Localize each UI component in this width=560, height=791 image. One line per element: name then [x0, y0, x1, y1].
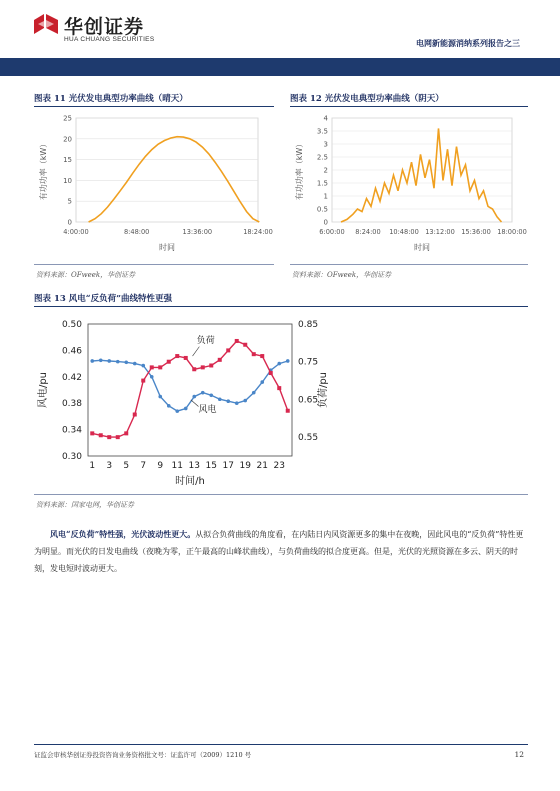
x-tick-label: 18:00:00	[497, 228, 527, 236]
wind-point	[218, 397, 222, 401]
y-tick-label: 4	[323, 114, 328, 123]
figure-12-bottom-rule	[290, 264, 528, 265]
figure-13-bottom-rule	[34, 494, 528, 495]
y-axis-label: 有功功率（kW）	[295, 139, 304, 201]
load-point	[133, 413, 137, 417]
x-tick-label: 8:24:00	[355, 228, 381, 236]
power-line	[89, 137, 260, 222]
logo-text: 华创证券	[64, 16, 145, 38]
footer-license: 证监会审核华创证券投资咨询业务资格批文号：证监许可（2009）1210 号	[34, 751, 252, 759]
footer-rule	[34, 744, 528, 745]
y-tick-label: 1	[323, 192, 328, 201]
x-axis-label: 时间/h	[175, 476, 205, 487]
wind-point	[235, 401, 239, 405]
y-right-tick-label: 0.75	[298, 357, 319, 368]
report-series-title: 电网新能源消纳系列报告之三	[416, 38, 520, 48]
x-tick-label: 19	[239, 461, 251, 471]
y-axis-label: 有功功率（kW）	[39, 139, 48, 201]
body-text: 从拟合负荷曲线的角度看，在内陆日内风资源更多的集中在夜晚，因此风电的“反负荷”特性更为明显。而光伏的日发电曲线（夜晚为零，正午最高的山峰状曲线），与负荷曲线的拟合度更高。但是，光伏的光照资源在多云、阴天的时刻，发电短时波动更大。	[34, 530, 524, 573]
wind-point	[184, 407, 188, 411]
load-point	[141, 379, 145, 383]
y-left-axis-label: 风电/pu	[38, 371, 49, 409]
x-tick-label: 9	[157, 461, 164, 471]
y-tick-label: 15	[63, 156, 72, 165]
wind-label-leader	[191, 400, 199, 407]
wind-point	[243, 399, 247, 403]
x-tick-label: 4:00:00	[63, 228, 89, 236]
wind-point	[286, 359, 290, 363]
y-left-tick-label: 0.30	[61, 452, 82, 462]
x-tick-label: 17	[222, 461, 234, 471]
y-tick-label: 3.5	[316, 127, 328, 136]
load-point	[99, 433, 103, 437]
x-tick-label: 18:24:00	[243, 228, 273, 236]
figure-11-title: 图表 11 光伏发电典型功率曲线（晴天）	[34, 94, 188, 104]
y-tick-label: 5	[67, 197, 72, 206]
x-tick-label: 15	[205, 461, 217, 471]
x-tick-label: 15:36:00	[461, 228, 491, 236]
figure-12-title: 图表 12 光伏发电典型功率曲线（阴天）	[290, 94, 444, 104]
y-tick-label: 2.5	[316, 153, 328, 162]
power-line	[341, 128, 502, 222]
y-right-axis-label: 负荷/pu	[318, 371, 329, 409]
y-tick-label: 1.5	[316, 179, 328, 188]
x-tick-label: 7	[140, 461, 147, 471]
wind-load-chart	[34, 310, 334, 490]
x-tick-label: 8:48:00	[123, 228, 150, 236]
wind-point	[252, 391, 256, 395]
y-tick-label: 0	[67, 218, 72, 227]
load-point	[243, 343, 247, 347]
x-tick-label: 13:12:00	[425, 228, 455, 236]
load-series-line	[92, 341, 287, 437]
logo-subtext: HUA CHUANG SECURITIES	[64, 36, 155, 43]
figure-12-source: 资料来源：OFweek，华创证券	[292, 271, 392, 279]
body-paragraph	[34, 526, 528, 577]
load-point	[90, 431, 94, 435]
wind-point	[158, 395, 162, 399]
y-tick-label: 2	[323, 166, 328, 175]
load-point	[286, 409, 290, 413]
y-tick-label: 0	[323, 218, 328, 227]
logo-icon	[34, 14, 58, 38]
plot-frame	[76, 118, 258, 222]
x-tick-label: 1	[89, 461, 96, 471]
figure-13-source: 资料来源：国家电网，华创证券	[36, 501, 134, 509]
wind-point	[150, 375, 154, 379]
x-tick-label: 11	[171, 461, 183, 471]
load-point	[167, 360, 171, 364]
x-tick-label: 3	[106, 461, 113, 471]
figure-12-rule	[290, 106, 528, 107]
y-tick-label: 10	[63, 176, 72, 185]
load-series-label: 负荷	[196, 335, 215, 346]
x-axis-label: 时间	[414, 243, 430, 252]
x-tick-label: 23	[273, 461, 285, 471]
load-point	[252, 352, 256, 356]
wind-point	[201, 391, 205, 395]
wind-point	[209, 393, 213, 397]
load-point	[277, 386, 281, 390]
figure-13-rule	[34, 306, 528, 307]
wind-series-line	[92, 360, 287, 411]
load-point	[116, 435, 120, 439]
y-tick-label: 0.5	[316, 205, 328, 214]
figure-13-title: 图表 13 风电“反负荷”曲线特性更强	[34, 294, 173, 304]
wind-point	[277, 362, 281, 366]
load-point	[175, 354, 179, 358]
sunny-power-chart	[34, 110, 274, 260]
load-point	[150, 365, 154, 369]
wind-point	[192, 395, 196, 399]
load-point	[184, 356, 188, 360]
wind-point	[133, 362, 137, 366]
y-right-tick-label: 0.65	[298, 395, 319, 406]
y-tick-label: 3	[323, 140, 328, 149]
wind-point	[124, 360, 128, 364]
load-point	[124, 431, 128, 435]
wind-point	[90, 359, 94, 363]
load-point	[192, 367, 196, 371]
load-point	[201, 365, 205, 369]
figure-11-rule	[34, 106, 274, 107]
body-lead: 风电“反负荷”特性强，光伏波动性更大。	[50, 529, 196, 539]
y-tick-label: 25	[63, 114, 72, 123]
x-tick-label: 6:00:00	[319, 228, 345, 236]
wind-point	[226, 399, 230, 403]
x-tick-label: 13:36:00	[182, 228, 213, 236]
x-axis-label: 时间	[159, 243, 175, 252]
y-left-tick-label: 0.42	[61, 372, 82, 383]
y-left-tick-label: 0.34	[61, 425, 82, 436]
wind-point	[116, 360, 120, 364]
figure-11-bottom-rule	[34, 264, 274, 265]
page-number: 12	[514, 750, 524, 759]
load-point	[107, 435, 111, 439]
load-point	[158, 365, 162, 369]
load-point	[218, 358, 222, 362]
y-right-tick-label: 0.85	[298, 320, 319, 330]
x-tick-label: 13	[188, 461, 200, 471]
wind-point	[99, 359, 103, 363]
y-tick-label: 20	[63, 135, 72, 144]
x-tick-label: 21	[256, 461, 268, 471]
wind-point	[141, 364, 145, 368]
wind-point	[175, 409, 179, 413]
load-point	[269, 371, 273, 375]
wind-point	[260, 380, 264, 384]
header-bar	[0, 58, 560, 76]
wind-series-label: 风电	[198, 404, 217, 415]
load-point	[209, 363, 213, 367]
y-left-tick-label: 0.46	[61, 346, 82, 357]
wind-point	[167, 404, 171, 408]
load-label-leader	[193, 347, 200, 356]
load-point	[235, 339, 239, 343]
figure-11-source: 资料来源：OFweek，华创证券	[36, 271, 136, 279]
y-left-tick-label: 0.50	[61, 320, 82, 330]
x-tick-label: 10:48:00	[389, 228, 419, 236]
cloudy-power-chart	[290, 110, 528, 260]
x-tick-label: 5	[123, 461, 130, 471]
y-left-tick-label: 0.38	[61, 399, 82, 410]
wind-point	[107, 359, 111, 363]
load-point	[226, 348, 230, 352]
y-right-tick-label: 0.55	[298, 433, 319, 444]
load-point	[260, 354, 264, 358]
